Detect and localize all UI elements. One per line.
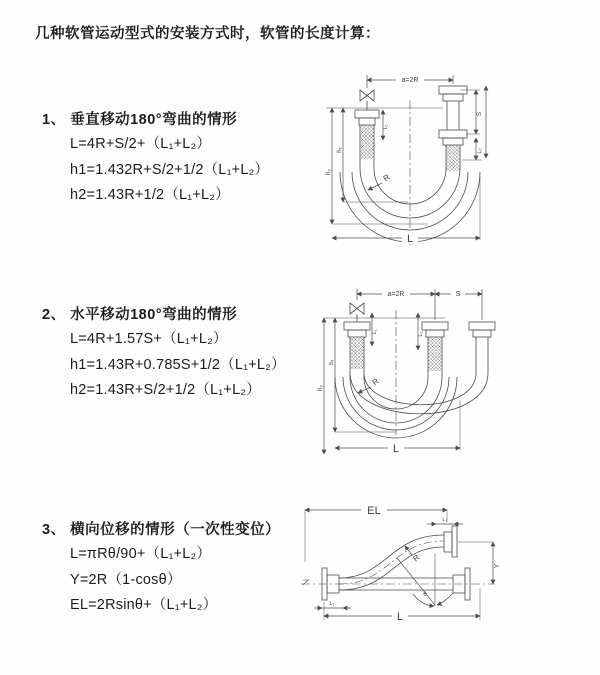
diagram-lateral-displacement xyxy=(295,498,600,666)
flange xyxy=(469,322,495,337)
dim-label-a2r: a=2R xyxy=(387,291,405,298)
formula-line: Y=2R（1-cosθ） xyxy=(70,571,182,588)
valve-icon xyxy=(350,303,364,322)
flange xyxy=(444,526,457,557)
dim-label-l1: L₁ xyxy=(372,329,378,335)
dim-label-l2: L₂ xyxy=(477,148,483,154)
section-1-heading: 1、 垂直移动180°弯曲的情形 xyxy=(42,112,238,128)
dim-label-l1: L₁ xyxy=(329,601,335,607)
formula-line: L=4R+S/2+（L₁+L₂） xyxy=(70,136,212,152)
radius-label: R xyxy=(381,172,392,184)
formula-line: L=4R+1.57S+（L₁+L₂） xyxy=(70,331,228,347)
hose-braid xyxy=(350,337,364,369)
diagram-vertical-180-bend xyxy=(310,66,600,264)
dim-label-h2: h₂ xyxy=(318,385,324,391)
pipe-wall xyxy=(447,101,459,130)
dim-label-l: L xyxy=(406,233,414,245)
dim-label-h1: h₁ xyxy=(337,147,343,153)
dim-label-a2r: a=2R xyxy=(401,77,419,84)
dim-label-l2: L₂ xyxy=(418,331,424,337)
dim-label-y: Y xyxy=(494,563,501,569)
formula-line: h1=1.43R+0.785S+1/2（L₁+L₂） xyxy=(70,356,286,373)
diagram-horizontal-180-bend xyxy=(310,280,600,472)
section-3-heading: 3、 横向位移的情形（一次性变位） xyxy=(42,522,281,538)
hose-braid xyxy=(360,125,374,159)
radius-label: R xyxy=(370,376,381,388)
flange xyxy=(422,322,448,337)
flange xyxy=(344,322,370,337)
hose-braid xyxy=(428,337,442,371)
dim-label-h2: h₂ xyxy=(326,169,332,175)
formula-line: h1=1.432R+S/2+1/2（L₁+L₂） xyxy=(70,161,270,178)
section-1-formulas xyxy=(70,132,269,209)
flange xyxy=(439,130,467,145)
hose-s-curve xyxy=(339,535,444,590)
section-3-formulas xyxy=(70,542,217,619)
dim-label-h1: h₁ xyxy=(329,359,335,365)
valve-icon xyxy=(360,90,374,110)
formula-line: h2=1.43R+S/2+1/2（L₁+L₂） xyxy=(70,382,261,398)
formula-line: L=πRθ/90+（L₁+L₂） xyxy=(70,546,212,562)
dim-label-el: EL xyxy=(367,505,381,517)
dimension-lines xyxy=(326,75,486,240)
page-title: 几种软管运动型式的安装方式时，软管的长度计算： xyxy=(35,26,380,42)
angle-label: θ xyxy=(423,591,427,598)
dim-label-l1: L₁ xyxy=(383,124,389,130)
flange xyxy=(355,110,379,125)
dim-label-l: L xyxy=(396,611,404,623)
u-bend-hose-shifted xyxy=(350,337,488,414)
section-2-heading: 2、 水平移动180°弯曲的情形 xyxy=(42,307,238,323)
radius-label: R xyxy=(411,552,422,564)
hose-braid xyxy=(446,145,460,171)
section-2-formulas xyxy=(70,327,286,404)
formula-line: h2=1.43R+1/2（L₁+L₂） xyxy=(70,187,230,203)
dim-label-s: S xyxy=(477,111,483,117)
flange xyxy=(439,86,467,101)
dim-label-s: S xyxy=(455,291,461,298)
dim-label-l2: L₂ xyxy=(442,517,448,523)
formula-line: EL=2Rsinθ+（L₁+L₂） xyxy=(70,597,218,613)
dim-label-l: L xyxy=(392,443,400,455)
